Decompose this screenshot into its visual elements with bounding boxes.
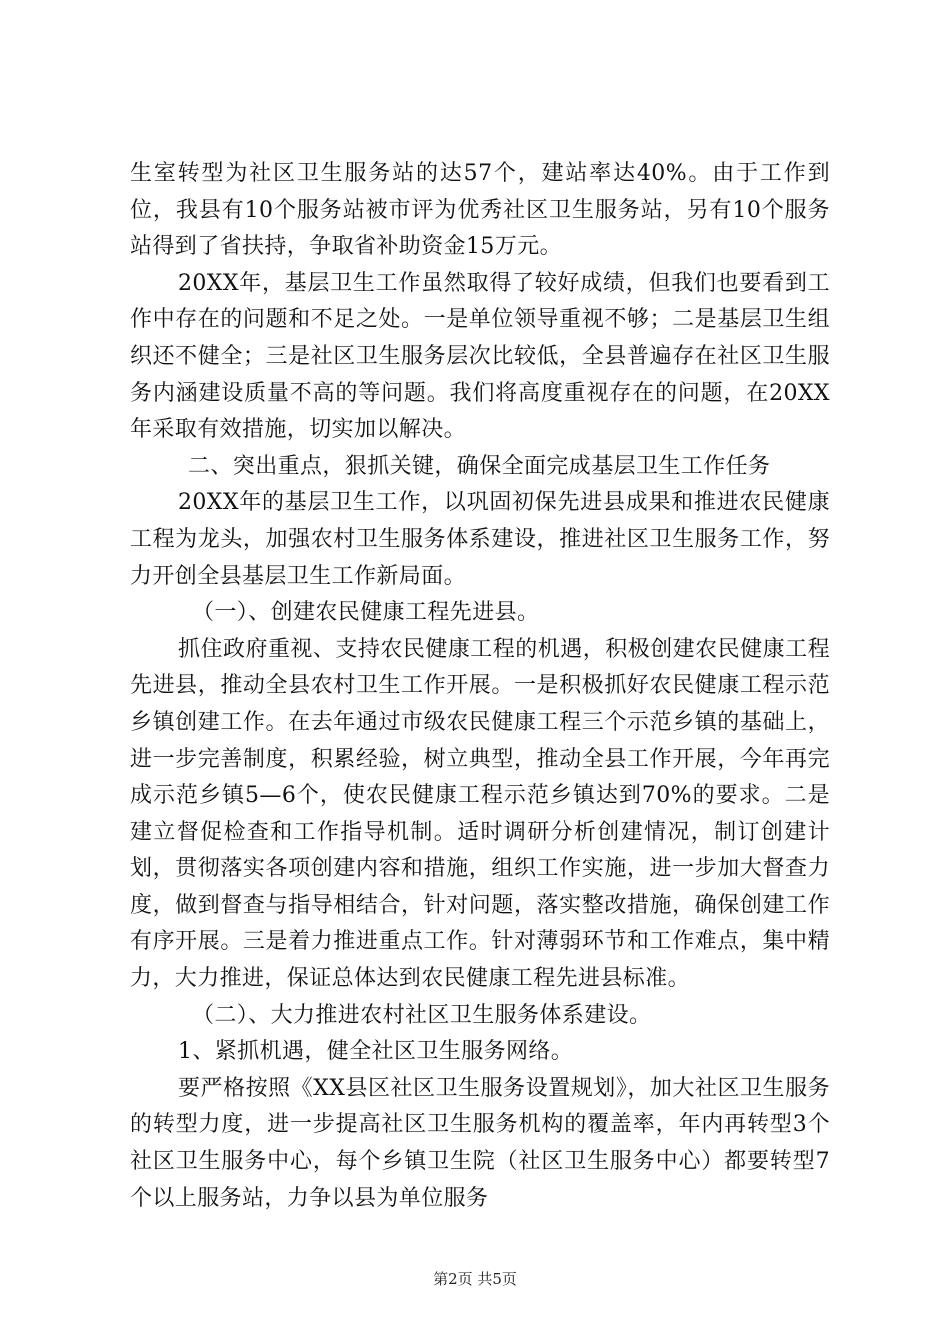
document-body [130,156,830,1217]
paragraph-overview: 20XX年的基层卫生工作，以巩固初保先进县成果和推进农民健康工程为龙头，加强农村卫生服务体系建设，推进社区卫生服务工作，努力开创全县基层卫生工作新局面。 [130,490,830,589]
paragraph-continuation: 生室转型为社区卫生服务站的达57个，建站率达40%。由于工作到位，我县有10个服务站被市评为优秀社区卫生服务站，另有10个服务站得到了省扶持，争取省补助资金15万元。 [130,161,830,260]
numbered-item-1: 1、紧抓机遇，健全社区卫生服务网络。 [178,1039,574,1065]
paragraph-health-project: 抓住政府重视、支持农民健康工程的机遇，积极创建农民健康工程先进县，推动全县农村卫生工作开展。一是积极抓好农民健康工程示范乡镇创建工作。在去年通过市级农民健康工程三个示范乡镇的基础上，进一步完善制度，积累经验，树立典型，推动全县工作开展，今年再完成示范乡镇5—6个，使农民健康工程示范乡镇达到70%的要求。二是建立督促检查和工作指导机制。适时调研分析创建情况，制订创建计划，贯彻落实各项创建内容和措施，组织工作实施，进一步加大督查力度，做到督查与指导相结合，针对问题，落实整改措施，确保创建工作有序开展。三是着力推进重点工作。针对薄弱环节和工作难点，集中精力，大力推进，保证总体达到农民健康工程先进县标准。 [130,636,830,992]
page-number-footer: 第2页 共5页 [433,1270,517,1288]
subheading-2: （二）、大力推进农村社区卫生服务体系建设。 [192,1002,652,1028]
paragraph-service-network: 要严格按照《XX县区社区卫生服务设置规划》，加大社区卫生服务的转型力度，进一步提高社区卫生服务机构的覆盖率，年内再转型3个社区卫生服务中心，每个乡镇卫生院（社区卫生服务中心）都要转型7个以上服务站，力争以县为单位服务 [130,1075,830,1211]
subheading-1: （一）、创建农民健康工程先进县。 [192,600,540,626]
section-heading-2: 二、突出重点，狠抓关键，确保全面完成基层卫生工作任务 [188,453,771,479]
paragraph-problems: 20XX年，基层卫生工作虽然取得了较好成绩，但我们也要看到工作中存在的问题和不足之处。一是单位领导重视不够；二是基层卫生组织还不健全；三是社区卫生服务层次比较低，全县普遍存在社区卫生服务内涵建设质量不高的等问题。我们将高度重视存在的问题，在20XX年采取有效措施，切实加以解决。 [130,270,830,443]
